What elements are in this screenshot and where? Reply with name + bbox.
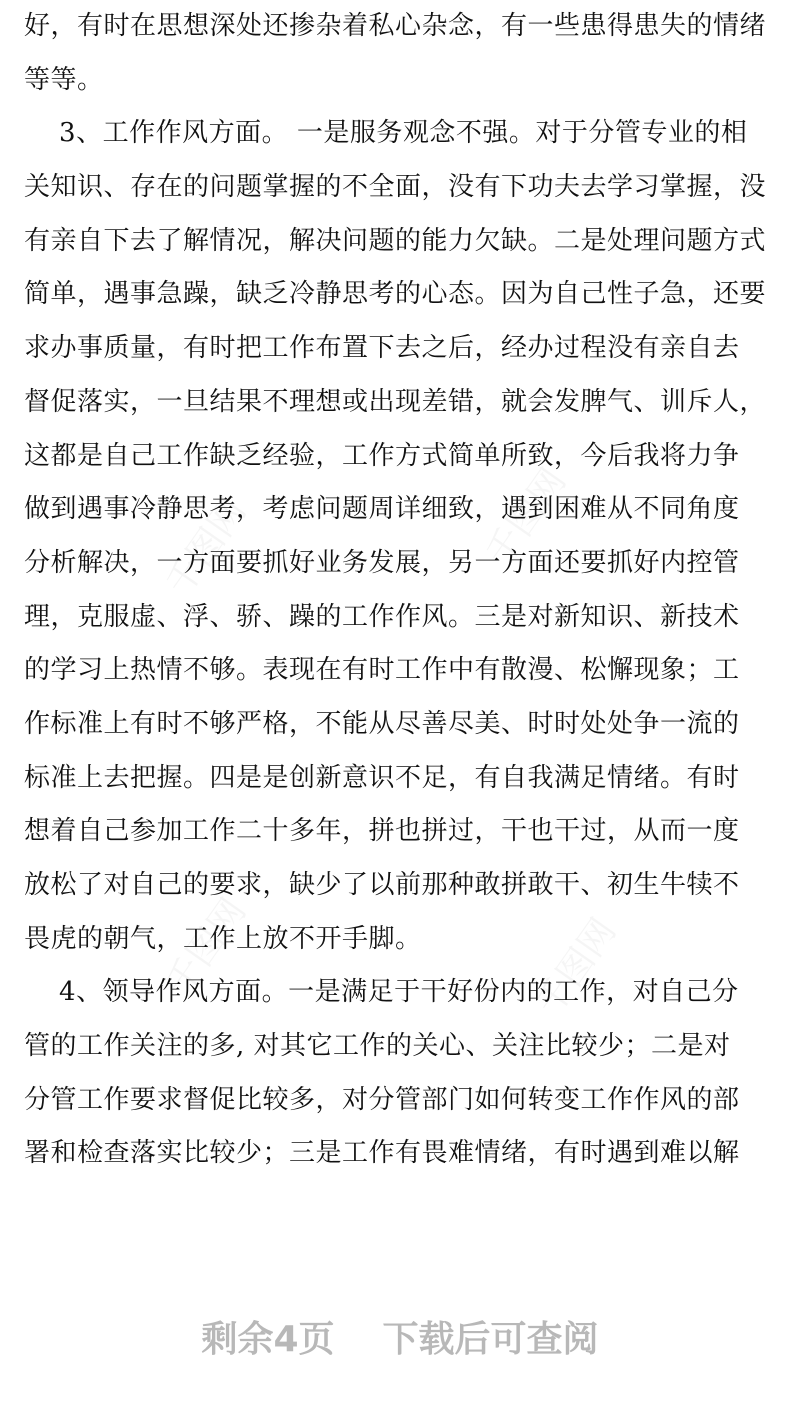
text-line: 做到遇事冷静思考，考虑问题周详细致，遇到困难从不同角度	[24, 494, 740, 525]
text-line: 管的工作关注的多, 对其它工作的关心、关注比较少；二是对	[24, 1031, 731, 1062]
text-line: 分析解决，一方面要抓好业务发展，另一方面还要抓好内控管	[24, 547, 740, 578]
text-line: 有亲自下去了解情况，解决问题的能力欠缺。二是处理问题方式	[24, 225, 767, 256]
text-line: 畏虎的朝气，工作上放不开手脚。	[24, 923, 422, 954]
text-line: 3、工作作风方面。 一是服务观念不强。对于分管专业的相	[24, 118, 748, 149]
text-line: 4、领导作风方面。一是满足于干好份内的工作，对自己分	[24, 977, 739, 1008]
watermark: 千图网	[158, 491, 255, 604]
text-line: 求办事质量，有时把工作布置下去之后，经办过程没有亲自去	[24, 333, 740, 364]
watermark: 千图网	[478, 461, 575, 574]
text-line: 标准上去把握。四是是创新意识不足，有自我满足情绪。有时	[24, 762, 740, 793]
text-line: 想着自己参加工作二十多年，拼也拼过，干也干过，从而一度	[24, 816, 740, 847]
text-line: 督促落实，一旦结果不理想或出现差错，就会发脾气、训斥人，	[24, 386, 767, 417]
download-prompt[interactable]	[0, 1305, 800, 1375]
text-line: 等等。	[24, 64, 104, 95]
text-line: 好，有时在思想深处还掺杂着私心杂念，有一些患得患失的情绪	[24, 11, 767, 41]
text-line: 作标准上有时不够严格，不能从尽善尽美、时时处处争一流的	[24, 708, 740, 739]
download-link[interactable]: 下载后可查阅	[382, 1319, 599, 1360]
text-line: 放松了对自己的要求，缺少了以前那种敢拼敢干、初生牛犊不	[24, 870, 740, 900]
text-line: 关知识、存在的问题掌握的不全面，没有下功夫去学习掌握，没	[24, 172, 767, 203]
text-line: 署和检查落实比较少；三是工作有畏难情绪，有时遇到难以解	[24, 1138, 740, 1169]
text-line: 这都是自己工作缺乏经验，工作方式简单所致，今后我将力争	[24, 440, 740, 471]
remaining-pages-label: 剩余4页	[201, 1319, 335, 1360]
text-line: 的学习上热情不够。表现在有时工作中有散漫、松懈现象；工	[24, 655, 740, 686]
text-line: 简单，遇事急躁，缺乏冷静思考的心态。因为自己性子急，还要	[24, 279, 767, 310]
text-line: 分管工作要求督促比较多，对分管部门如何转变工作作风的部	[24, 1084, 740, 1115]
watermark: 千图网	[158, 891, 255, 1004]
document-body	[24, 0, 784, 1181]
text-line: 理，克服虚、浮、骄、躁的工作作风。三是对新知识、新技术	[24, 601, 740, 632]
watermark: 千图网	[528, 911, 625, 1024]
